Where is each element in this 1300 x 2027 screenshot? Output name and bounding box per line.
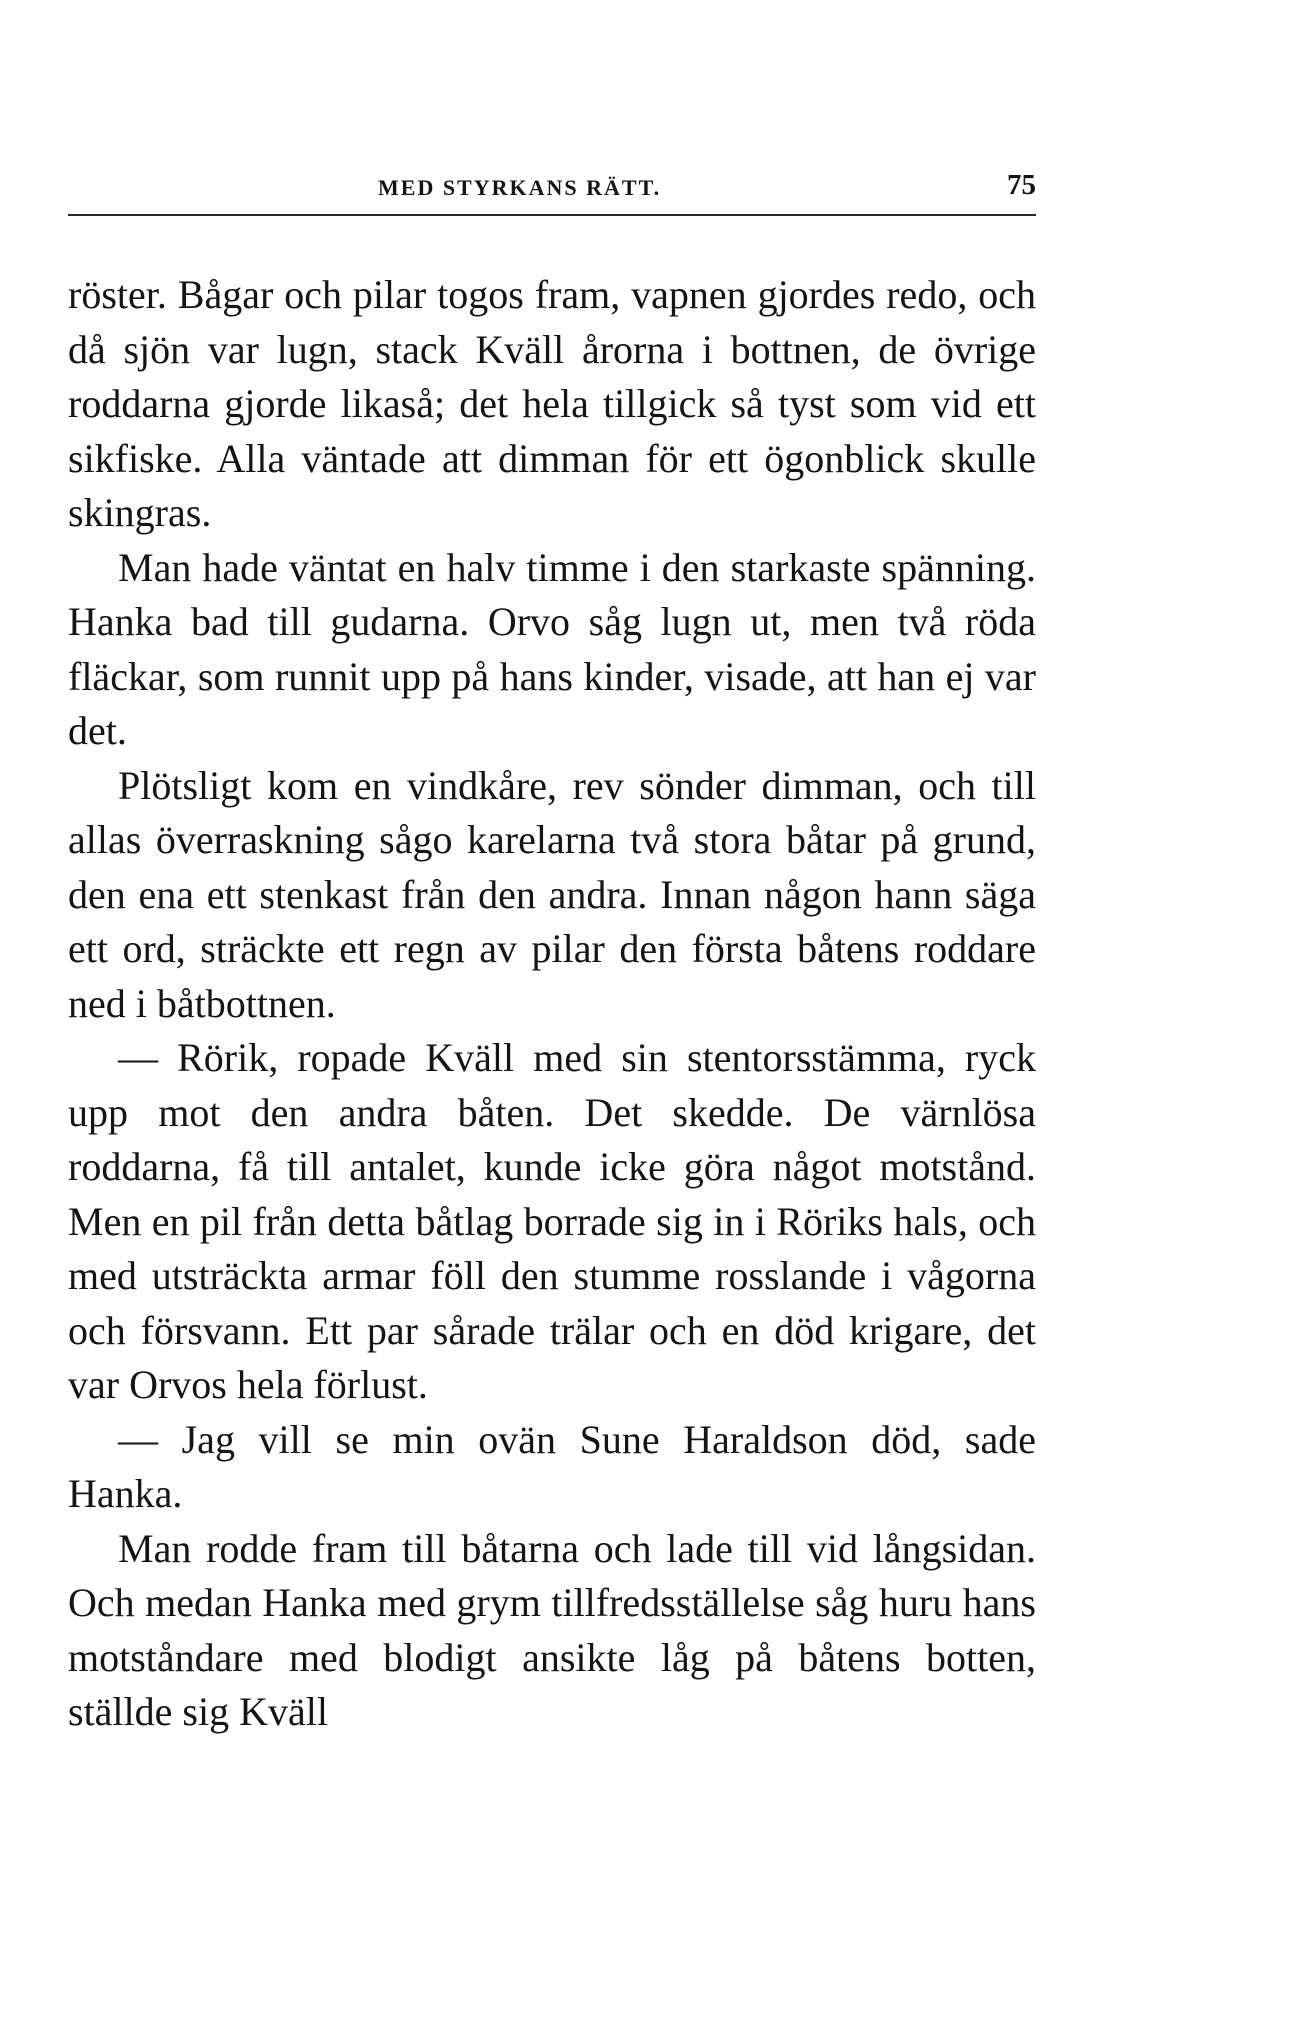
- page-number: 75: [1007, 169, 1036, 201]
- paragraph: Man hade väntat en halv timme i den starkaste spänning. Hanka bad till gudarna. Orvo såg lugn ut, men två röda fläckar, som runnit upp på hans kinder, visade, att han ej var det.: [68, 544, 1036, 753]
- paragraph: röster. Bågar och pilar togos fram, vapnen gjordes redo, och då sjön var lugn, stack Kväll årorna i bottnen, de övrige roddarna gjorde likaså; det hela tillgick så tyst som vid ett sikfiske. Alla väntade att dimman för ett ögonblick skulle skingras.: [68, 272, 1036, 535]
- header-rule: [68, 214, 1036, 216]
- paragraph: — Rörik, ropade Kväll med sin stentorsstämma, ryck upp mot den andra båten. Det skedde. De värnlösa roddarna, få till antalet, kunde icke göra något motstånd. Men en pil från detta båtlag borrade sig in i Röriks hals, och med utsträckta armar föll den stumme rosslande i vågorna och försvann. Ett par sårade trälar och en död krigare, det var Orvos hela förlust.: [68, 1035, 1036, 1407]
- paragraph: Plötsligt kom en vindkåre, rev sönder dimman, och till allas överraskning sågo karelarna två stora båtar på grund, den ena ett stenkast från den andra. Innan någon hann säga ett ord, sträckte ett regn av pilar den första båtens roddare ned i båtbottnen.: [68, 762, 1036, 1026]
- paragraph: — Jag vill se min ovän Sune Haraldson död, sade Hanka.: [68, 1416, 1036, 1516]
- body-text: [68, 268, 1036, 1740]
- paragraph: Man rodde fram till båtarna och lade till vid långsidan. Och medan Hanka med grym tillfredsställelse såg huru hans motståndare med blodigt ansikte låg på båtens botten, ställde sig Kväll: [68, 1525, 1036, 1734]
- running-title: MED STYRKANS RÄTT.: [378, 175, 662, 200]
- running-head: [68, 165, 1036, 205]
